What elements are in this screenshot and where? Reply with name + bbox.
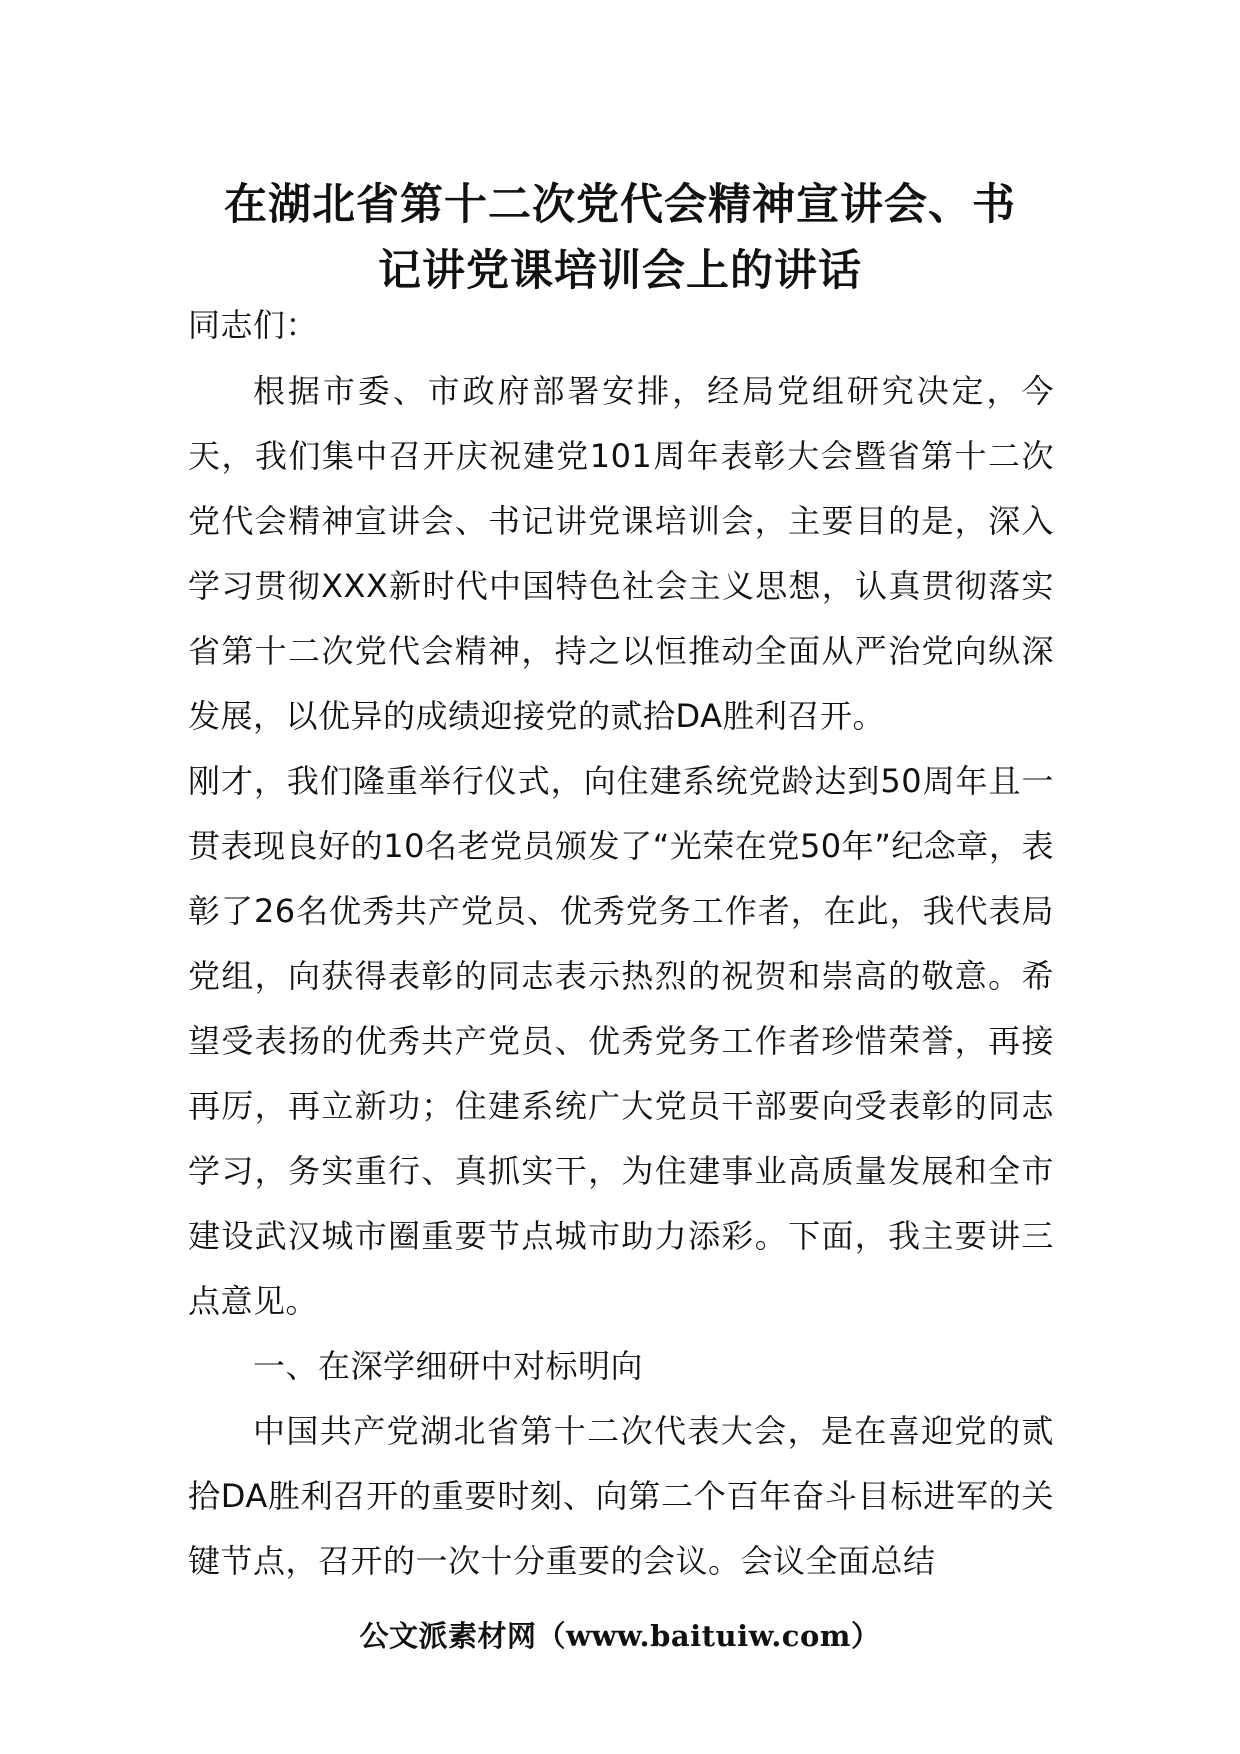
paragraph-1: 根据市委、市政府部署安排，经局党组研究决定，今天，我们集中召开庆祝建党101周年表彰大会暨省第十二次党代会精神宣讲会、书记讲党课培训会，主要目的是，深入学习贯彻XXX新时代中国特色社会主义思想，认真贯彻落实省第十二次党代会精神，持之以恒推动全面从严治党向纵深发展，以优异的成绩迎接党的贰拾DA胜利召开。 [188,372,1054,735]
paragraph-3: 中国共产党湖北省第十二次代表大会，是在喜迎党的贰拾DA胜利召开的重要时刻、向第二个百年奋斗目标进军的关键节点，召开的一次十分重要的会议。会议全面总结 [188,1412,1054,1580]
document-body [188,293,1054,1594]
section-heading-1: 一、在深学细研中对标明向 [253,1347,644,1385]
salutation: 同志们： [188,306,319,344]
title-line-2: 记讲党课培训会上的讲话 [378,246,862,296]
title-line-1: 在湖北省第十二次党代会精神宣讲会、书 [224,180,1016,230]
document-title [190,172,1050,304]
footer-watermark: 公文派素材网（www.baituiw.com） [359,1619,881,1653]
paragraph-2: 刚才，我们隆重举行仪式，向住建系统党龄达到50周年且一贯表现良好的10名老党员颁发了“光荣在党50年”纪念章，表彰了26名优秀共产党员、优秀党务工作者，在此，我代表局党组，向获得表彰的同志表示热烈的祝贺和崇高的敬意。希望受表扬的优秀共产党员、优秀党务工作者珍惜荣誉，再接再厉，再立新功；住建系统广大党员干部要向受表彰的同志学习，务实重行、真抓实干，为住建事业高质量发展和全市建设武汉城市圈重要节点城市助力添彩。下面，我主要讲三点意见。 [188,762,1054,1320]
